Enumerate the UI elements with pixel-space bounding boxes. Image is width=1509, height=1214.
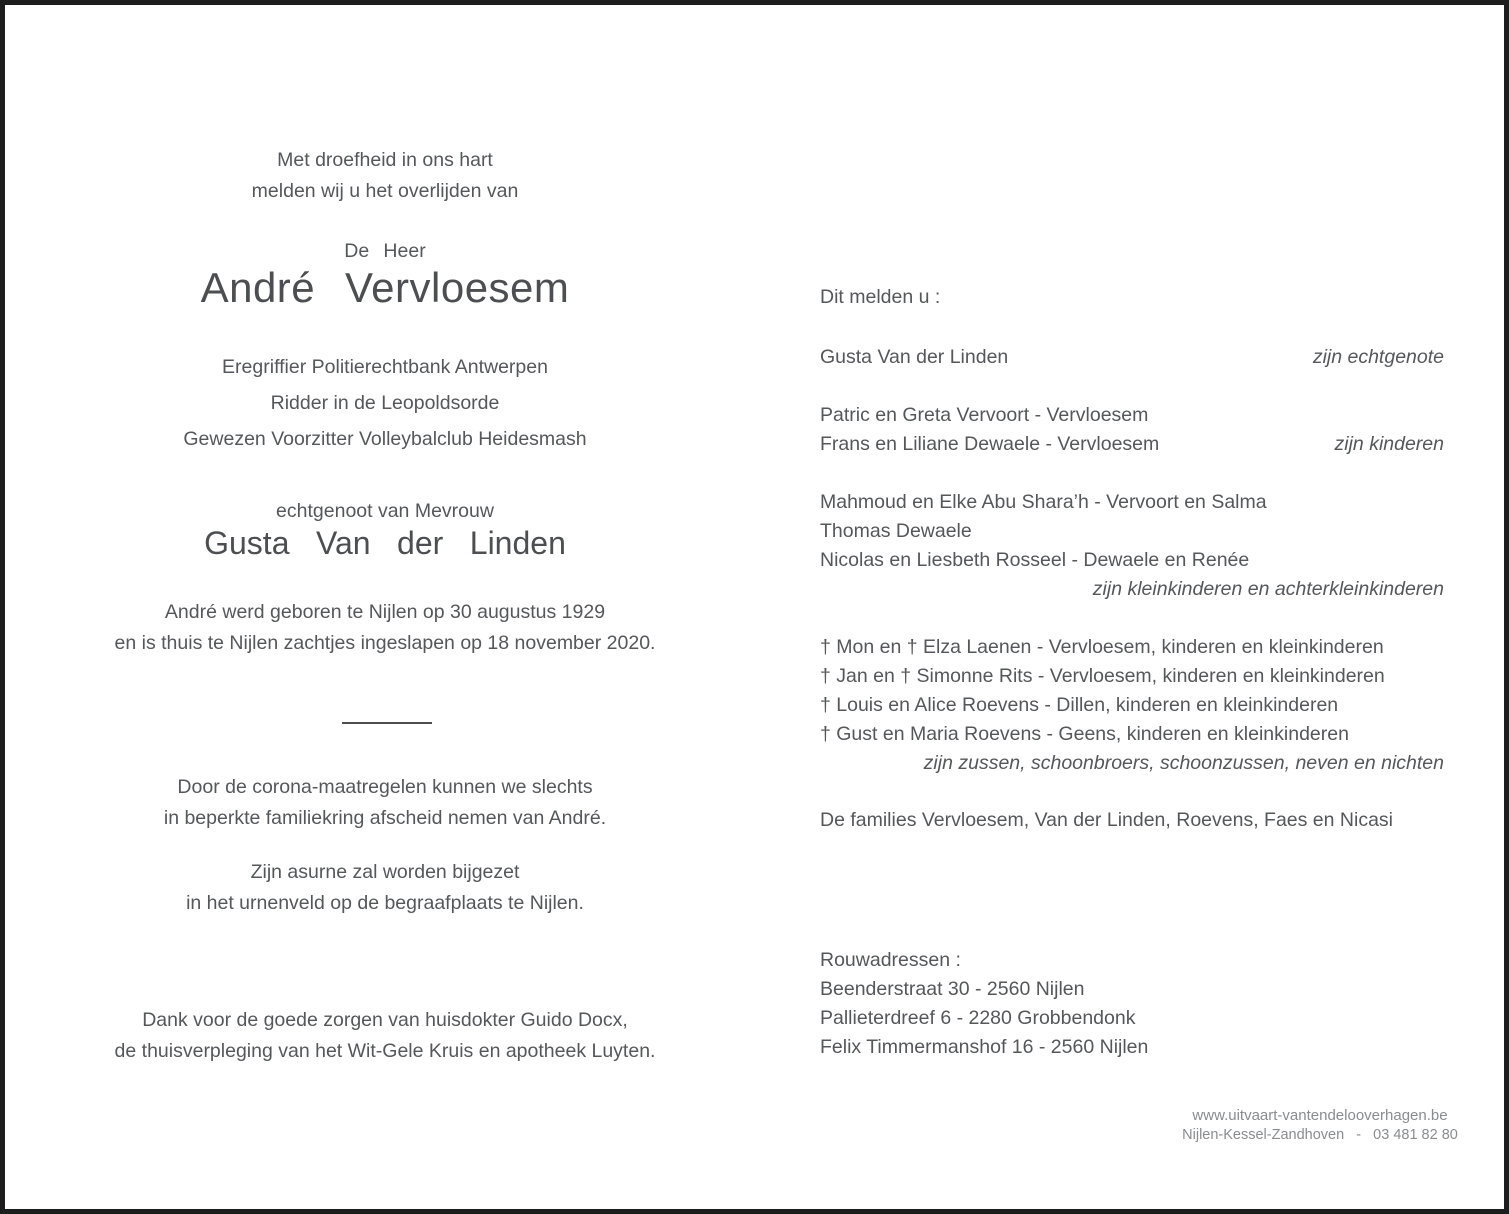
relative-name: Patric en Greta Vervoort - Vervloesem <box>820 404 1149 426</box>
relation-label: zijn zussen, schoonbroers, schoonzussen, neven en nichten <box>923 752 1444 774</box>
section-divider <box>342 722 432 724</box>
interment-line: Zijn asurne zal worden bijgezet <box>250 861 520 883</box>
funeral-home-website: www.uitvaart-vantendelooverhagen.be <box>1192 1107 1448 1124</box>
spouse-row <box>820 343 1444 372</box>
relative-name: † Jan en † Simonne Rits - Vervloesem, kinderen en kleinkinderen <box>820 665 1385 687</box>
address-line: Felix Timmermanshof 16 - 2560 Nijlen <box>820 1036 1149 1058</box>
birth-death-text <box>23 597 747 659</box>
death-line: en is thuis te Nijlen zachtjes ingeslapen op 18 november 2020. <box>114 632 656 654</box>
corona-note <box>23 772 747 834</box>
relative-name: Frans en Liliane Dewaele - Vervloesem <box>820 433 1160 455</box>
relative-name: † Gust en Maria Roevens - Geens, kinderen en kleinkinderen <box>820 723 1349 745</box>
birth-line: André werd geboren te Nijlen op 30 augustus 1929 <box>164 601 606 623</box>
grandchildren-group <box>820 488 1444 604</box>
relative-name: Gusta Van der Linden <box>820 346 1009 368</box>
mourning-addresses <box>820 946 1444 1062</box>
interment-line: in het urnenveld op de begraafplaats te Nijlen. <box>186 892 584 914</box>
intro-text <box>23 145 747 207</box>
mourning-addresses-heading: Rouwadressen : <box>820 949 961 971</box>
children-last-row <box>820 430 1444 459</box>
relative-name: † Mon en † Elza Laenen - Vervloesem, kinderen en kleinkinderen <box>820 636 1384 658</box>
relative-name: Nicolas en Liesbeth Rosseel - Dewaele en Renée <box>820 549 1250 571</box>
intro-line: melden wij u het overlijden van <box>251 180 519 202</box>
corona-line: Door de corona-maatregelen kunnen we slechts <box>177 776 593 798</box>
title-line: Gewezen Voorzitter Volleybalclub Heidesmash <box>183 428 587 450</box>
title-line: Ridder in de Leopoldsorde <box>270 392 500 414</box>
thanks-note <box>23 1005 747 1067</box>
relative-name: † Louis en Alice Roevens - Dillen, kinderen en kleinkinderen <box>820 694 1339 716</box>
funeral-home-locations-phone: Nijlen-Kessel-Zandhoven - 03 481 82 80 <box>1182 1126 1458 1143</box>
spouse-name: Gusta Van der Linden <box>204 525 566 561</box>
relation-label: zijn echtgenote <box>1312 346 1444 368</box>
children-group <box>820 401 1444 459</box>
address-line: Pallieterdreef 6 - 2280 Grobbendonk <box>820 1007 1136 1029</box>
spouse-intro: echtgenoot van Mevrouw <box>276 500 494 522</box>
intro-line: Met droefheid in ons hart <box>277 149 493 171</box>
title-line: Eregriffier Politierechtbank Antwerpen <box>222 356 548 378</box>
relative-name: Mahmoud en Elke Abu Shara’h - Vervoort en Salma <box>820 491 1267 513</box>
funeral-home-footer <box>1110 1106 1509 1145</box>
siblings-group <box>820 633 1444 778</box>
corona-line: in beperkte familiekring afscheid nemen van André. <box>163 807 607 829</box>
notifiers-heading: Dit melden u : <box>820 286 941 308</box>
families-line: De families Vervloesem, Van der Linden, Roevens, Faes en Nicasi <box>820 809 1394 831</box>
honorific-titles <box>23 349 747 457</box>
thanks-line: Dank voor de goede zorgen van huisdokter Guido Docx, <box>142 1009 628 1031</box>
relative-name: Thomas Dewaele <box>820 520 972 542</box>
interment-note <box>23 857 747 919</box>
address-line: Beenderstraat 30 - 2560 Nijlen <box>820 978 1085 1000</box>
deceased-name: André Vervloesem <box>200 264 570 311</box>
relation-label: zijn kinderen <box>1334 433 1444 455</box>
relation-label: zijn kleinkinderen en achterkleinkinderen <box>1092 578 1444 600</box>
salutation: De Heer <box>344 240 426 262</box>
thanks-line: de thuisverpleging van het Wit-Gele Kruis en apotheek Luyten. <box>114 1040 656 1062</box>
